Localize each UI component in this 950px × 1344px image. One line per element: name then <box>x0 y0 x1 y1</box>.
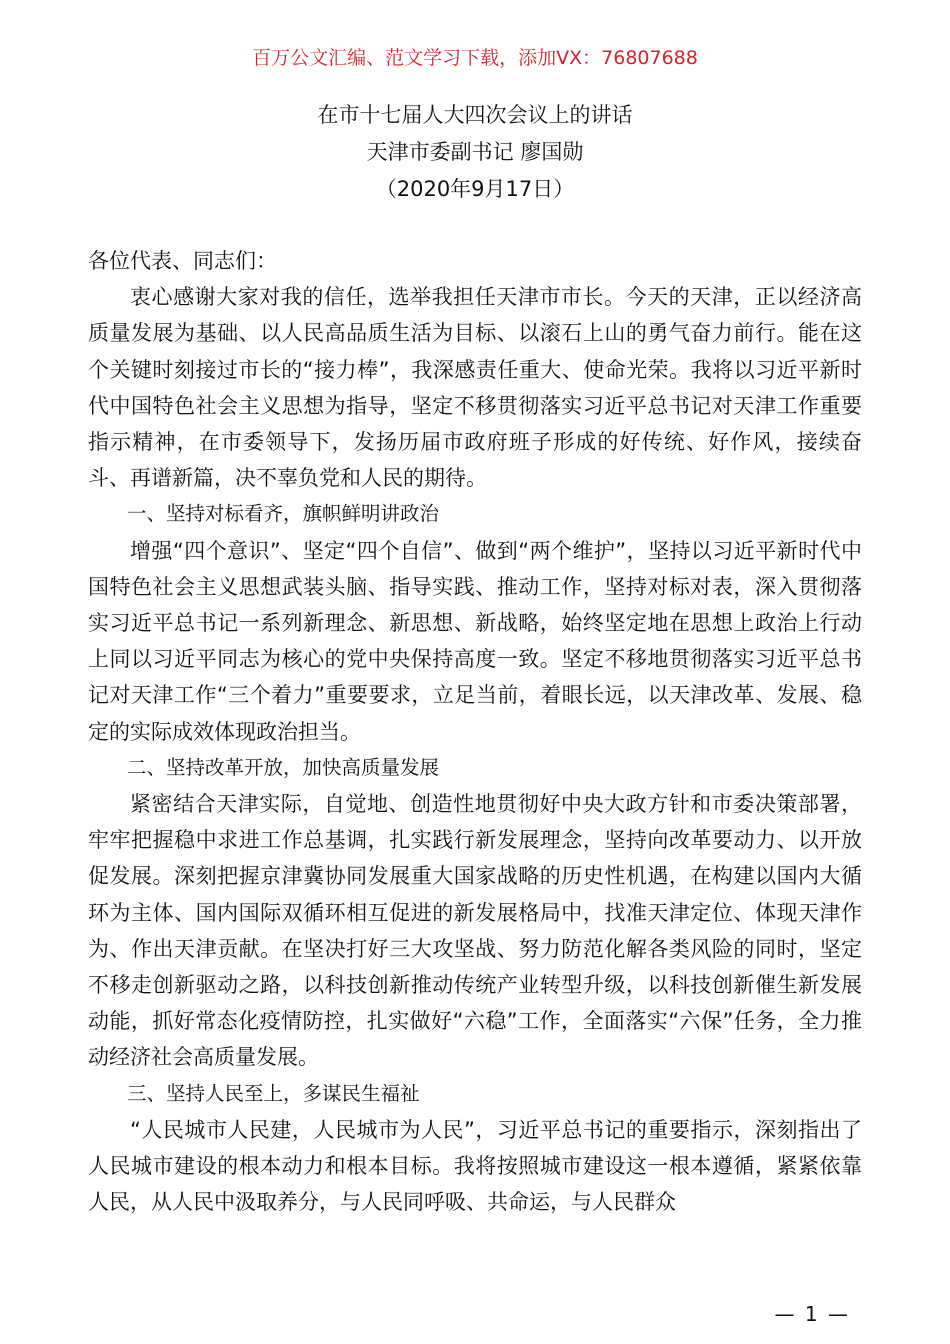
document-body <box>88 243 862 1220</box>
page-number: — 1 — <box>774 1302 850 1326</box>
speaker-line: 天津市委副书记 廖国勋 <box>366 140 584 164</box>
section-paragraph-1: 增强“四个意识”、坚定“四个自信”、做到“两个维护”，坚持以习近平新时代中国特色社会主义思想武装头脑、指导实践、推动工作，坚持对标对表，深入贯彻落实习近平总书记一系列新理念、新思想、新战略，始终坚定地在思想上政治上行动上同以习近平同志为核心的党中央保持高度一致。坚定不移地贯彻落实习近平总书记对天津工作“三个着力”重要要求，立足当前，着眼长远，以天津改革、发展、稳定的实际成效体现政治担当。 <box>88 538 862 744</box>
page-title: 在市十七届人大四次会议上的讲话 <box>317 103 633 127</box>
section-paragraph-3: “人民城市人民建，人民城市为人民”，习近平总书记的重要指示，深刻指出了人民城市建设的根本动力和根本目标。我将按照城市建设这一根本遵循，紧紧依靠人民，从人民中汲取养分，与人民同呼吸、共命运，与人民群众 <box>88 1117 862 1215</box>
section-heading-3: 三、坚持人民至上，多谋民生福祉 <box>127 1081 420 1105</box>
section-paragraph-2: 紧密结合天津实际，自觉地、创造性地贯彻好中央大政方针和市委决策部署，牢牢把握稳中求进工作总基调，扎实践行新发展理念，坚持向改革要动力、以开放促发展。深刻把握京津冀协同发展重大国家战略的历史性机遇，在构建以国内大循环为主体、国内国际双循环相互促进的新发展格局中，找准天津定位、体现天津作为、作出天津贡献。在坚决打好三大攻坚战、努力防范化解各类风险的同时，坚定不移走创新驱动之路，以科技创新推动传统产业转型升级，以科技创新催生新发展动能，抓好常态化疫情防控，扎实做好“六稳”工作，全面落实“六保”任务，全力推动经济社会高质量发展。 <box>88 792 862 1070</box>
salutation: 各位代表、同志们： <box>88 249 277 273</box>
header-banner: 百万公文汇编、范文学习下载，添加VX：76807688 <box>252 47 698 69</box>
section-heading-1: 一、坚持对标看齐，旗帜鲜明讲政治 <box>127 502 440 526</box>
title-block <box>0 97 950 208</box>
intro-paragraph: 衷心感谢大家对我的信任，选举我担任天津市市长。今天的天津，正以经济高质量发展为基础、以人民高品质生活为目标、以滚石上山的勇气奋力前行。能在这个关键时刻接过市长的“接力棒”，我深感责任重大、使命光荣。我将以习近平新时代中国特色社会主义思想为指导，坚定不移贯彻落实习近平总书记对天津工作重要指示精神，在市委领导下，发扬历届市政府班子形成的好传统、好作风，接续奋斗、再谱新篇，决不辜负党和人民的期待。 <box>88 285 862 491</box>
speech-date: （2020年9月17日） <box>375 177 575 201</box>
section-heading-2: 二、坚持改革开放，加快高质量发展 <box>127 755 440 779</box>
